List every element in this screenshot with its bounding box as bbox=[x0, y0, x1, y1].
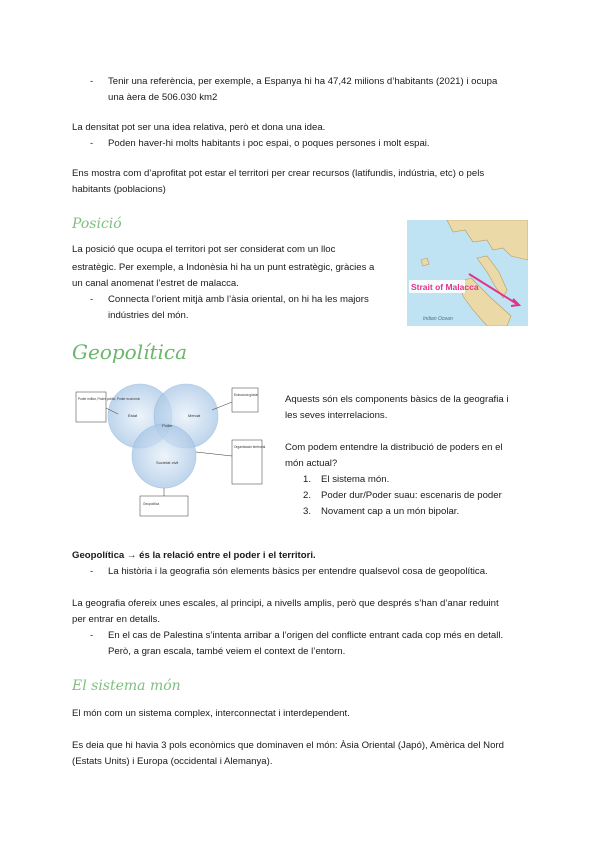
strait-of-malacca-map bbox=[407, 220, 528, 326]
list-item: 3. Novament cap a un món bipolar. bbox=[303, 506, 460, 517]
bullet-dash: - bbox=[90, 630, 94, 641]
map-label: Strait of Malacca bbox=[411, 282, 479, 292]
venn-bottom: Societat civil bbox=[156, 460, 179, 465]
bullet-dash: - bbox=[90, 76, 94, 87]
box-right-bottom: Organització territorial bbox=[234, 445, 266, 449]
intro-bullet1-line1: Tenir una referència, per exemple, a Espanya hi ha 47,42 milions d’habitants (2021) i ocupa bbox=[108, 76, 498, 87]
bullet-dash: - bbox=[90, 294, 94, 305]
palestina-line2: Però, a gran escala, també veiem el context de l’entorn. bbox=[108, 646, 346, 657]
geopolitica-definition: Geopolítica → és la relació entre el poder i el territori. bbox=[72, 550, 316, 561]
posicio-line3: un canal anomenat l’estret de malacca. bbox=[72, 278, 239, 289]
posicio-bullet-line1: Connecta l’orient mitjà amb l’àsia oriental, on hi ha les majors bbox=[108, 294, 369, 305]
posicio-heading: Posició bbox=[72, 216, 122, 232]
density-text: La densitat pot ser una idea relativa, però et dona una idea. bbox=[72, 122, 326, 133]
box-right-top: Estructura global bbox=[234, 393, 258, 397]
box-bottom: Geopolítica bbox=[143, 502, 160, 506]
geopolitica-def-bullet: La història i la geografia són elements bàsics per entendre qualsevol cosa de geopolítica. bbox=[108, 566, 488, 577]
density-bullet: Poden haver-hi molts habitants i poc espai, o poques persones i molt espai. bbox=[108, 138, 430, 149]
palestina-line1: En el cas de Palestina s’intenta arribar a l’origen del conflicte entrant cada cop més en detall. bbox=[108, 630, 504, 641]
sistema-heading: El sistema món bbox=[72, 678, 181, 694]
posicio-line1: La posició que ocupa el territori pot ser considerat com un lloc bbox=[72, 244, 336, 255]
venn-center: Poder bbox=[162, 423, 173, 428]
box-left: Poder militar, Poder polític, Poder econòmic bbox=[78, 397, 141, 401]
geopolitica-desc-line2: les seves interrelacions. bbox=[285, 410, 388, 421]
intro-bullet1-line2: una àera de 506.030 km2 bbox=[108, 92, 218, 103]
venn-left: Estat bbox=[128, 413, 138, 418]
geopolitica-question-line1: Com podem entendre la distribució de poders en el bbox=[285, 442, 503, 453]
list-item: 1. El sistema món. bbox=[303, 474, 390, 485]
list-item: 2. Poder dur/Poder suau: escenaris de poder bbox=[303, 490, 502, 501]
geopolitica-heading: Geopolítica bbox=[72, 340, 188, 364]
sistema-line1: El món com un sistema complex, interconnectat i interdependent. bbox=[72, 708, 350, 719]
venn-right: Mercat bbox=[188, 413, 201, 418]
sistema-poles-line1: Es deia que hi havia 3 pols econòmics que dominaven el món: Àsia Oriental (Japó), Amèrica del Nord bbox=[72, 740, 504, 751]
geopolitics-venn-diagram bbox=[72, 380, 272, 530]
posicio-line2: estratègic. Per exemple, a Indonèsia hi ha un punt estratègic, gràcies a bbox=[72, 262, 375, 273]
geopolitica-numbered-list bbox=[303, 472, 502, 520]
scale-line1: La geografia ofereix unes escales, al principi, a nivells amplis, però que després s’han d’anar reduint bbox=[72, 598, 499, 609]
geopolitica-desc-line1: Aquests són els components bàsics de la geografia i bbox=[285, 394, 509, 405]
geopolitica-question-line2: món actual? bbox=[285, 458, 338, 469]
resources-line2: habitants (poblacions) bbox=[72, 184, 166, 195]
resources-line1: Ens mostra com d’aprofitat pot estar el territori per crear recursos (latifundis, indústria, etc) o pels bbox=[72, 168, 485, 179]
map-sea-label: Indian Ocean bbox=[423, 316, 453, 322]
scale-line2: per entrar en detalls. bbox=[72, 614, 160, 625]
bullet-dash: - bbox=[90, 138, 94, 149]
posicio-bullet-line2: indústries del món. bbox=[108, 310, 189, 321]
sistema-poles-line2: (Estats Units) i Europa (occidental i Alemanya). bbox=[72, 756, 273, 767]
bullet-dash: - bbox=[90, 566, 94, 577]
